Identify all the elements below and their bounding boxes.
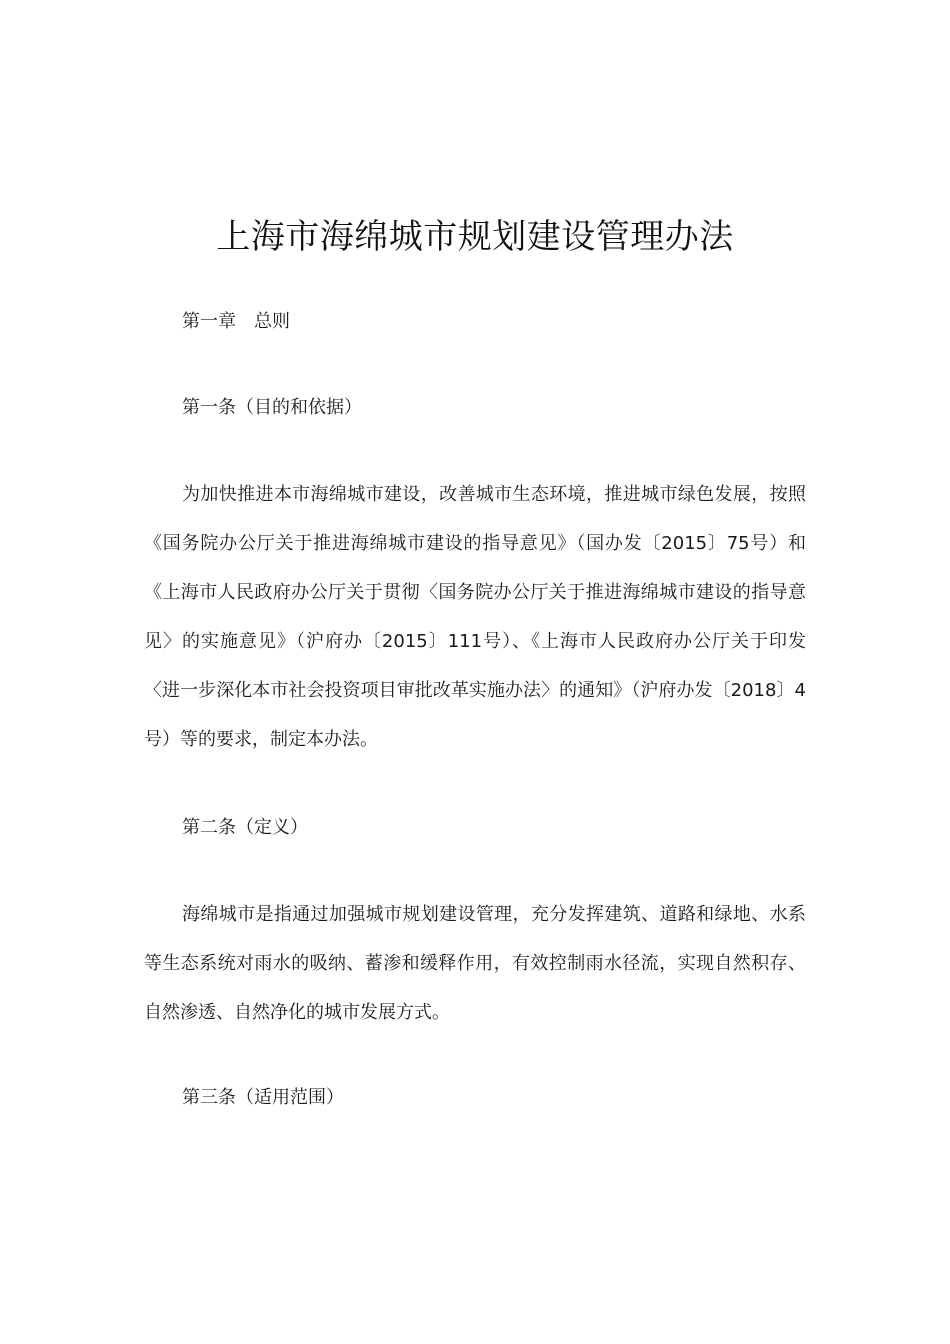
article-3-heading: 第三条（适用范围） bbox=[182, 1087, 344, 1108]
article-2-heading: 第二条（定义） bbox=[182, 817, 308, 838]
chapter-name: 总则 bbox=[254, 311, 290, 332]
chapter-number: 第一章 bbox=[182, 311, 236, 332]
article-1-heading: 第一条（目的和依据） bbox=[182, 397, 362, 418]
chapter-heading bbox=[182, 308, 290, 336]
article-2-body: 海绵城市是指通过加强城市规划建设管理，充分发挥建筑、道路和绿地、水系等生态系统对雨水的吸纳、蓄渗和缓释作用，有效控制雨水径流，实现自然积存、自然渗透、自然净化的城市发展方式。 bbox=[144, 904, 806, 1023]
article-1-body: 为加快推进本市海绵城市建设，改善城市生态环境，推进城市绿色发展，按照《国务院办公厅关于推进海绵城市建设的指导意见》（国办发〔2015〕75号）和《上海市人民政府办公厅关于贯彻〈国务院办公厅关于推进海绵城市建设的指导意见〉的实施意见》（沪府办〔2015〕111号）、《上海市人民政府办公厅关于印发〈进一步深化本市社会投资项目审批改革实施办法〉的通知》（沪府办发〔2018〕4号）等的要求，制定本办法。 bbox=[144, 484, 806, 750]
document-title: 上海市海绵城市规划建设管理办法 bbox=[216, 217, 734, 257]
